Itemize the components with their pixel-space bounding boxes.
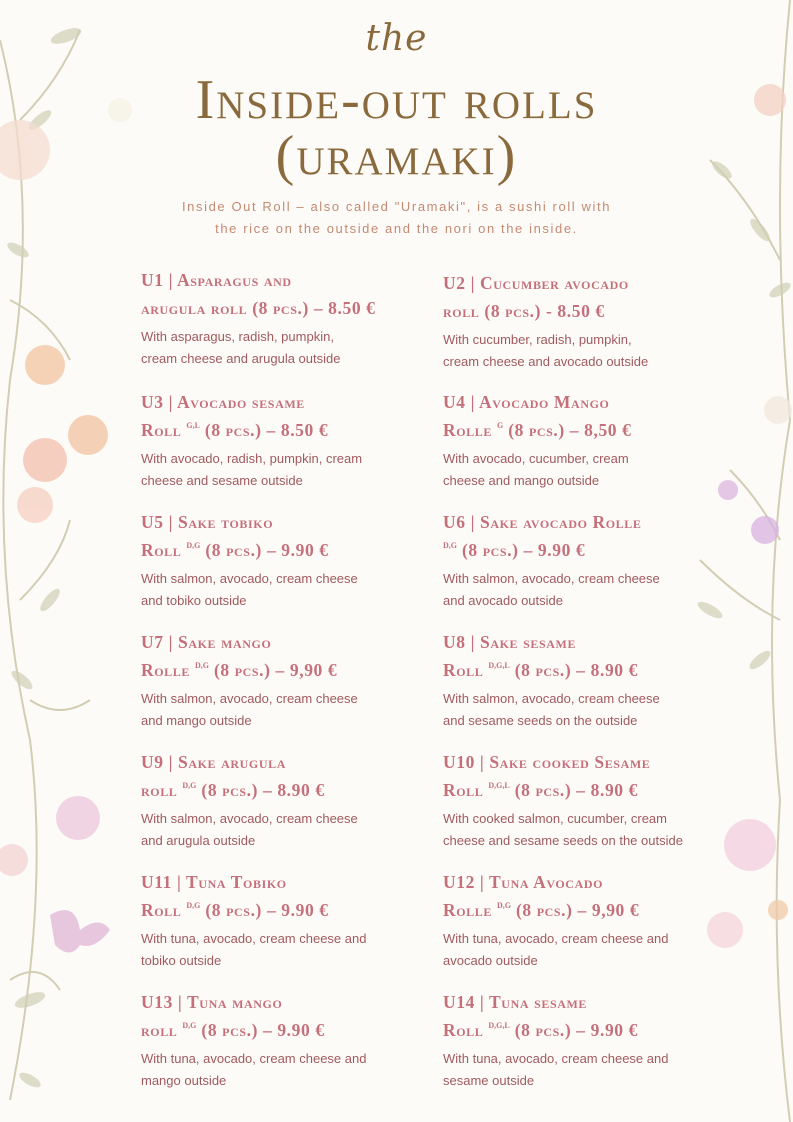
menu-item-u2 (443, 271, 733, 373)
item-description: With salmon, avocado, cream cheese and tobiko outside (141, 571, 358, 608)
item-description: With asparagus, radish, pumpkin, cream cheese and arugula outside (141, 329, 341, 366)
item-description: With tuna, avocado, cream cheese and mango outside (141, 1051, 367, 1088)
intro-line1: Inside Out Roll – also called "Uramaki", is a sushi roll with (181, 199, 612, 214)
header-script-word: the (365, 18, 428, 59)
item-name: U10 | Sake cooked Sesame Roll $^{D,G,L}$ (8 pcs.) – 8.90 € (443, 752, 651, 800)
item-description: With tuna, avocado, cream cheese and tobiko outside (141, 931, 367, 968)
item-description: With cooked salmon, cucumber, cream cheese and sesame seeds on the outside (443, 811, 683, 848)
item-name: U11 | Tuna Tobiko Roll $^{D,G}$ (8 pcs.) – 9.90 € (141, 872, 329, 920)
menu-item-u13 (141, 990, 431, 1092)
item-description: With cucumber, radish, pumpkin, cream cheese and avocado outside (443, 332, 649, 369)
menu-item-u9 (141, 750, 431, 852)
menu-item-u8 (443, 630, 733, 732)
menu-item-u3 (141, 390, 431, 492)
page-title (0, 69, 793, 187)
item-description: With salmon, avocado, cream cheese and sesame seeds on the outside (443, 691, 660, 728)
menu-item-u6 (443, 510, 733, 612)
menu-item-u14 (443, 990, 733, 1092)
item-description: With salmon, avocado, cream cheese and avocado outside (443, 571, 660, 608)
item-name: U2 | Cucumber avocado roll (8 pcs.) - 8.50 € (443, 273, 629, 321)
left-leaves (5, 25, 83, 1090)
intro-text (130, 196, 663, 240)
item-name: U7 | Sake mango Rolle $^{D,G}$ (8 pcs.) – 9,90 € (141, 632, 338, 680)
page-title-line2: (uramaki) (275, 125, 518, 187)
item-description: With tuna, avocado, cream cheese and avocado outside (443, 931, 669, 968)
menu-item-u11 (141, 870, 431, 972)
item-name: U4 | Avocado Mango Rolle $^G$ (8 pcs.) – 8,50 € (443, 392, 632, 440)
item-name: U1 | Asparagus and arugula roll (8 pcs.) – 8.50 € (141, 270, 376, 318)
item-description: With tuna, avocado, cream cheese and sesame outside (443, 1051, 669, 1088)
left-floral-branch (0, 30, 90, 1100)
menu-item-u4 (443, 390, 733, 492)
item-name: U5 | Sake tobiko Roll $^{D,G}$ (8 pcs.) – 9.90 € (141, 512, 329, 560)
menu-item-u12 (443, 870, 733, 972)
item-name: U14 | Tuna sesame Roll $^{D,G,L}$ (8 pcs.) – 9.90 € (443, 992, 638, 1040)
item-name: U9 | Sake arugula roll $^{D,G}$ (8 pcs.) – 8.90 € (141, 752, 325, 800)
item-description: With avocado, radish, pumpkin, cream cheese and sesame outside (141, 451, 363, 488)
item-description: With salmon, avocado, cream cheese and mango outside (141, 691, 358, 728)
intro-line2: the rice on the outside and the nori on the inside. (215, 221, 578, 236)
item-name: U6 | Sake avocado Rolle $^{D,G}$ (8 pcs.) – 9.90 € (443, 512, 642, 560)
item-name: U3 | Avocado sesame Roll $^{G,L}$ (8 pcs.) – 8.50 € (141, 392, 329, 440)
item-name: U8 | Sake sesame Roll $^{D,G,L}$ (8 pcs.) – 8.90 € (443, 632, 638, 680)
item-description: With salmon, avocado, cream cheese and arugula outside (141, 811, 358, 848)
page-title-line1: Inside-out rolls (195, 69, 598, 131)
item-description: With avocado, cucumber, cream cheese and mango outside (443, 451, 629, 488)
menu-item-u1 (141, 268, 431, 370)
menu-item-u5 (141, 510, 431, 612)
left-flowers (0, 98, 132, 953)
item-name: U12 | Tuna Avocado Rolle $^{D,G}$ (8 pcs.) – 9,90 € (443, 872, 640, 920)
menu-item-u7 (141, 630, 431, 732)
item-name: U13 | Tuna mango roll $^{D,G}$ (8 pcs.) – 9.90 € (141, 992, 325, 1040)
menu-item-u10 (443, 750, 743, 852)
